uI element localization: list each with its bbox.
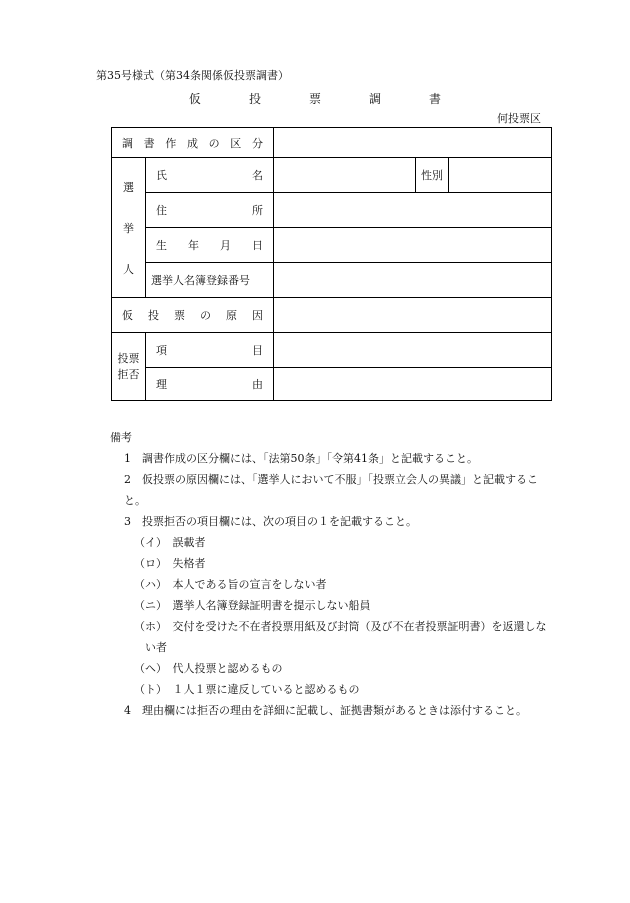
title-char: 書: [429, 92, 442, 106]
label-refusal-group: 投票 拒否: [117, 351, 140, 381]
note-item: 2 仮投票の原因欄には、「選挙人において不服」「投票立会人の異議」と記載するこ: [124, 473, 538, 486]
label-voter-group: 選 挙 人: [123, 180, 134, 276]
label-registry-number: 選挙人名簿登録番号: [151, 274, 250, 287]
title-char: 仮: [188, 92, 201, 106]
label-reason: 理 由: [156, 378, 263, 391]
label-name: 氏 名: [156, 169, 263, 182]
note-subitem: （ヘ） 代人投票と認めるもの: [134, 662, 283, 675]
note-subitem: （ハ） 本人である旨の宣言をしない者: [134, 578, 327, 591]
label-address: 住 所: [156, 204, 263, 217]
notes-heading: 備考: [110, 431, 132, 444]
label-provisional-cause: 仮 投 票 の 原 因: [122, 309, 263, 322]
title-char: 票: [308, 92, 321, 106]
form-number: 第35号様式（第34条関係仮投票調書）: [96, 69, 289, 82]
field-gender[interactable]: [449, 158, 551, 192]
field-creation-category[interactable]: [274, 128, 551, 157]
note-subitem: （ニ） 選挙人名簿登録証明書を提示しない船員: [134, 599, 371, 612]
field-address[interactable]: [274, 193, 551, 227]
form-table: [111, 127, 552, 401]
field-name[interactable]: [274, 158, 415, 192]
note-subitem: （ホ） 交付を受けた不在者投票用紙及び封筒（及び不在者投票証明書）を返還しな: [134, 620, 547, 633]
document-title: [0, 90, 630, 107]
field-provisional-cause[interactable]: [274, 298, 551, 332]
note-subitem: （ト） １人１票に違反していると認めるもの: [134, 683, 360, 696]
note-item: 3 投票拒否の項目欄には、次の項目の１を記載すること。: [124, 515, 417, 528]
note-subitem: （イ） 誤載者: [134, 536, 206, 549]
notes-section: [110, 427, 570, 721]
polling-district: 何投票区: [497, 112, 541, 125]
field-reason[interactable]: [274, 368, 551, 400]
note-subitem: （ロ） 失格者: [134, 557, 206, 570]
note-item: 4 理由欄には拒否の理由を詳細に記載し、証拠書類があるときは添付すること。: [124, 704, 527, 717]
title-char: 投: [248, 92, 261, 106]
note-subitem-cont: い者: [134, 641, 167, 654]
label-date-of-birth: 生 年 月 日: [156, 239, 263, 252]
label-gender: 性別: [421, 169, 443, 182]
field-date-of-birth[interactable]: [274, 228, 551, 262]
field-registry-number[interactable]: [274, 263, 551, 297]
title-char: 調: [369, 92, 382, 106]
field-item[interactable]: [274, 333, 551, 367]
note-item: 1 調書作成の区分欄には、「法第50条」「令第41条」と記載すること。: [124, 452, 478, 465]
label-creation-category: 調 書 作 成 の 区 分: [122, 136, 263, 150]
label-item: 項 目: [156, 344, 263, 357]
note-item-cont: と。: [124, 494, 146, 507]
